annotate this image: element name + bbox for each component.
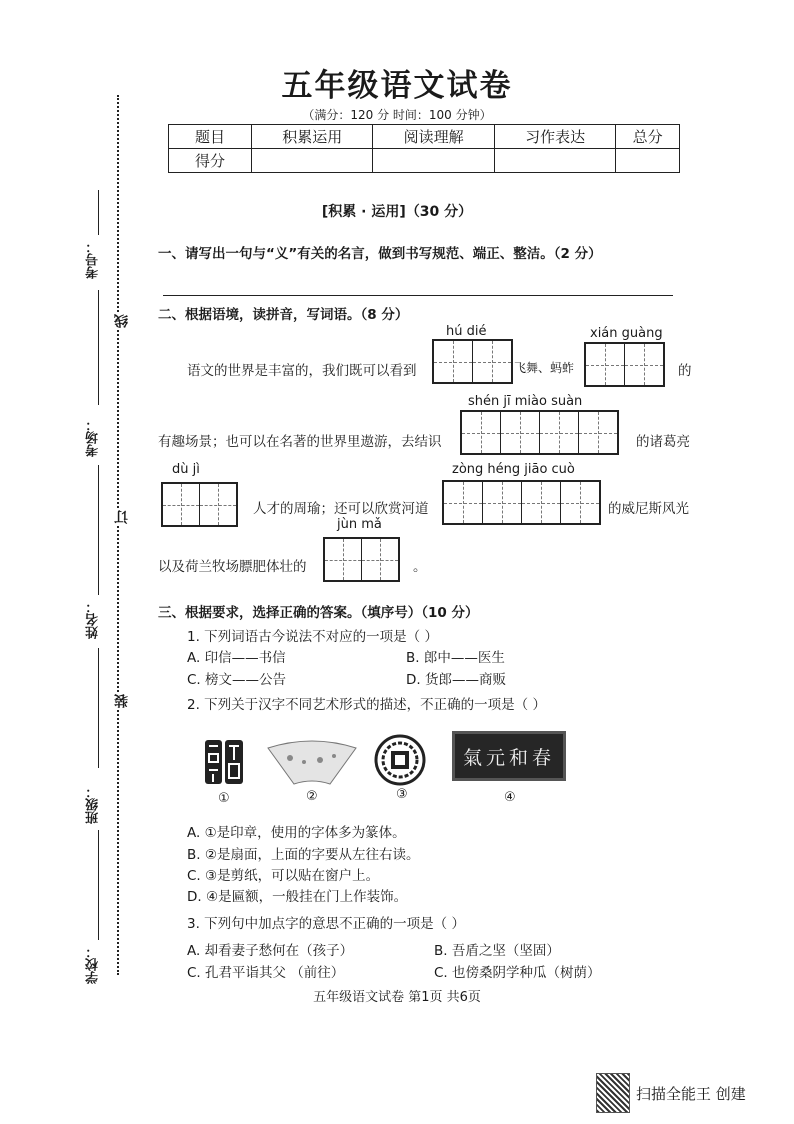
image-label-3: ③ [396,787,408,802]
question-2-heading: 二、根据语境，读拼音，写词语。（8 分） [158,307,409,323]
q2-line1-end-text: 的 [678,363,692,379]
q3-2-question: 2. 下列关于汉字不同艺术形式的描述，不正确的一项是（ ） [187,697,546,713]
q2-line1-text: 语文的世界是丰富的，我们既可以看到 [187,363,417,379]
answer-cell[interactable] [586,344,625,385]
score-blank-cell[interactable] [373,149,494,173]
q3-1-option-d[interactable]: D. 货郎——商贩 [406,672,506,688]
answer-cell[interactable] [483,482,522,523]
xingming-blank-line [98,465,99,595]
q3-1-option-a[interactable]: A. 印信——书信 [187,650,286,666]
answer-grid-hudie[interactable] [432,339,513,384]
q3-2-option-b[interactable]: B. ②是扇面，上面的字要从左往右读。 [187,847,420,863]
answer-cell[interactable] [561,482,599,523]
score-header-cell: 习作表达 [494,125,615,149]
pinyin-shenjimiaosuan: shén jī miào suàn [468,394,583,409]
q3-3-option-c[interactable]: C. 孔君平诣其父 （前往） [187,965,345,981]
answer-grid-xianguang[interactable] [584,342,665,387]
score-table [168,124,680,173]
binding-mark-ding: 订 [114,510,130,524]
pinyin-hudie: hú dié [446,324,487,339]
paper-cut-image [374,733,426,787]
page-title: 五年级语文试卷 [281,68,513,104]
answer-cell[interactable] [501,412,540,453]
answer-cell[interactable] [462,412,501,453]
image-label-1: ① [218,791,230,806]
answer-cell[interactable] [362,539,398,580]
question-1-text: 一、请写出一句与“义”有关的名言，做到书写规范、端正、整洁。（2 分） [158,246,602,262]
answer-cell[interactable] [540,412,579,453]
plaque-image [452,731,566,781]
score-header-cell: 积累运用 [252,125,373,149]
banji-blank-line [98,648,99,768]
banji-label: 班级： [86,785,101,824]
score-header-cell: 题目 [169,125,252,149]
score-blank-cell[interactable] [252,149,373,173]
pinyin-xianguang: xián guàng [590,326,663,341]
q2-line3-text: 人才的周瑜；还可以欣赏河道 [253,501,429,517]
xingming-label: 姓名： [86,600,101,639]
pinyin-junma: jùn mǎ [337,517,382,532]
kaochang-blank-line [98,290,99,405]
score-table-header-row [169,125,680,149]
score-blank-cell[interactable] [616,149,680,173]
answer-grid-duji[interactable] [161,482,238,527]
q3-2-option-a[interactable]: A. ①是印章，使用的字体多为篆体。 [187,825,406,841]
answer-grid-junma[interactable] [323,537,400,582]
answer-cell[interactable] [200,484,236,525]
question-3-heading: 三、根据要求，选择正确的答案。（填序号）（10 分） [158,605,479,621]
binding-dotted-line [117,95,119,975]
binding-mark-xian: 线 [114,314,130,328]
q2-line2-end-text: 的诸葛亮 [636,434,690,450]
score-blank-cell[interactable] [494,149,615,173]
page-footer: 五年级语文试卷 第1页 共6页 [313,990,481,1005]
pinyin-duji: dù jì [172,462,200,477]
exam-subtitle: （满分：120 分 时间：100 分钟） [302,108,492,122]
q3-3-question: 3. 下列句中加点字的意思不正确的一项是（ ） [187,916,465,932]
q3-2-option-d[interactable]: D. ④是匾额，一般挂在门上作装饰。 [187,889,408,905]
q2-line4-end-text: 。 [413,559,427,575]
q2-line3-end-text: 的威尼斯风光 [608,501,689,517]
score-row-label: 得分 [169,149,252,173]
answer-cell[interactable] [473,341,511,382]
score-header-cell: 总分 [616,125,680,149]
answer-grid-zonghengjiaocuo[interactable] [442,480,601,525]
q2-line2-text: 有趣场景；也可以在名著的世界里遨游，去结识 [158,434,442,450]
score-header-cell: 阅读理解 [373,125,494,149]
xuexiao-label: 学校： [86,945,101,984]
q2-line1-mid-text: 飞舞、蚂蚱 [514,361,575,375]
q2-line4-text: 以及荷兰牧场膘肥体壮的 [158,559,307,575]
q3-2-option-c[interactable]: C. ③是剪纸，可以贴在窗户上。 [187,868,380,884]
section-heading: [积累 · 运用]（30 分） [321,204,473,220]
seal-stamp-image [203,738,245,786]
q3-1-option-b[interactable]: B. 郎中——医生 [406,650,505,666]
scanner-logo-icon [596,1073,630,1113]
kaochang-label: 考场： [86,418,101,457]
answer-grid-shenjimiaosuan[interactable] [460,410,619,455]
answer-cell[interactable] [163,484,200,525]
answer-cell[interactable] [325,539,362,580]
q3-3-option-a[interactable]: A. 却看妻子愁何在（孩子） [187,943,354,959]
answer-cell[interactable] [444,482,483,523]
image-label-4: ④ [504,790,516,805]
scanner-watermark-text: 扫描全能王 创建 [636,1085,746,1103]
fan-painting-image [264,738,360,788]
binding-mark-zhuang: 装 [114,694,130,708]
kaohao-label: 考号： [86,240,101,279]
score-table-score-row [169,149,680,173]
pinyin-zonghengjiaocuo: zòng héng jiāo cuò [452,462,575,477]
q3-1-question: 1. 下列词语古今说法不对应的一项是（ ） [187,629,438,645]
q3-3-option-b[interactable]: B. 吾盾之坚（坚固） [434,943,560,959]
answer-cell[interactable] [579,412,617,453]
q3-1-option-c[interactable]: C. 榜文——公告 [187,672,287,688]
answer-cell[interactable] [625,344,663,385]
plaque-text: 氣元和春 [462,746,555,769]
question-1-answer-line[interactable] [163,295,673,296]
answer-cell[interactable] [522,482,561,523]
answer-cell[interactable] [434,341,473,382]
xuexiao-blank-line [98,830,99,940]
q3-3-option-d[interactable]: C. 也傍桑阴学种瓜（树荫） [434,965,601,981]
image-label-2: ② [306,789,318,804]
